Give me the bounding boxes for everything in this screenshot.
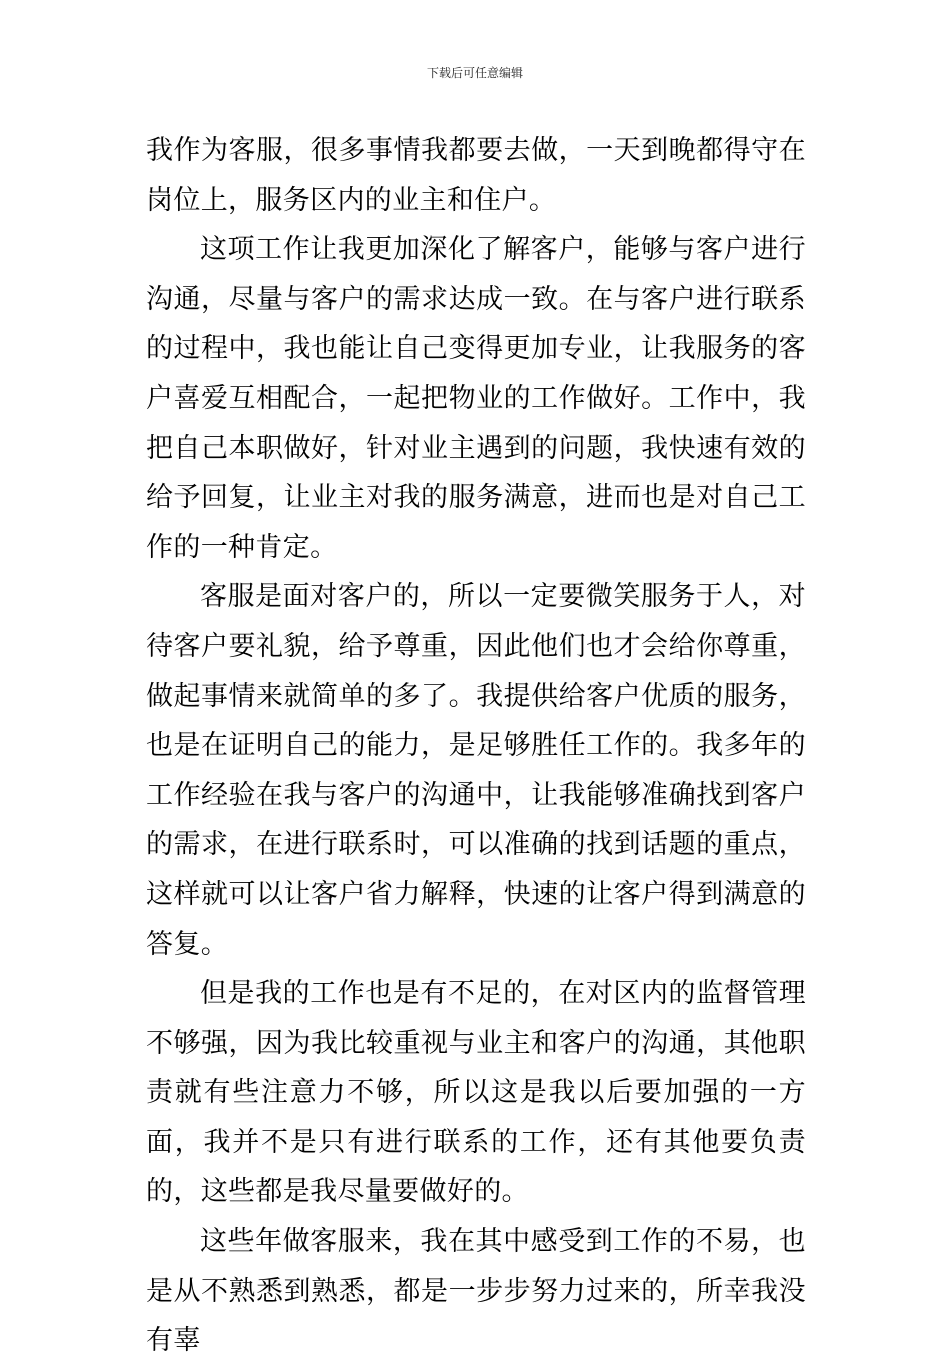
paragraph-3: 客服是面对客户的，所以一定要微笑服务于人，对待客户要礼貌，给予尊重，因此他们也才会给你尊重，做起事情来就简单的多了。我提供给客户优质的服务，也是在证明自己的能力，是足够胜任工作的。我多年的工作经验在我与客户的沟通中，让我能够准确找到客户的需求，在进行联系时，可以准确的找到话题的重点，这样就可以让客户省力解释，快速的让客户得到满意的答复。 bbox=[146, 581, 806, 960]
page-header: 下载后可任意编辑 bbox=[426, 66, 523, 80]
paragraph-5: 这些年做客服来，我在其中感受到工作的不易，也是从不熟悉到熟悉，都是一步步努力过来的，所幸我没有辜 bbox=[146, 1226, 806, 1357]
document-body bbox=[146, 126, 806, 1366]
paragraph-2: 这项工作让我更加深化了解客户，能够与客户进行沟通，尽量与客户的需求达成一致。在与客户进行联系的过程中，我也能让自己变得更加专业，让我服务的客户喜爱互相配合，一起把物业的工作做好。工作中，我把自己本职做好，针对业主遇到的问题，我快速有效的给予回复，让业主对我的服务满意，进而也是对自己工作的一种肯定。 bbox=[146, 234, 806, 563]
paragraph-4: 但是我的工作也是有不足的，在对区内的监督管理不够强，因为我比较重视与业主和客户的沟通，其他职责就有些注意力不够，所以这是我以后要加强的一方面，我并不是只有进行联系的工作，还有其他要负责的，这些都是我尽量要做好的。 bbox=[146, 978, 806, 1208]
paragraph-1: 我作为客服，很多事情我都要去做，一天到晚都得守在岗位上，服务区内的业主和住户。 bbox=[146, 135, 806, 216]
